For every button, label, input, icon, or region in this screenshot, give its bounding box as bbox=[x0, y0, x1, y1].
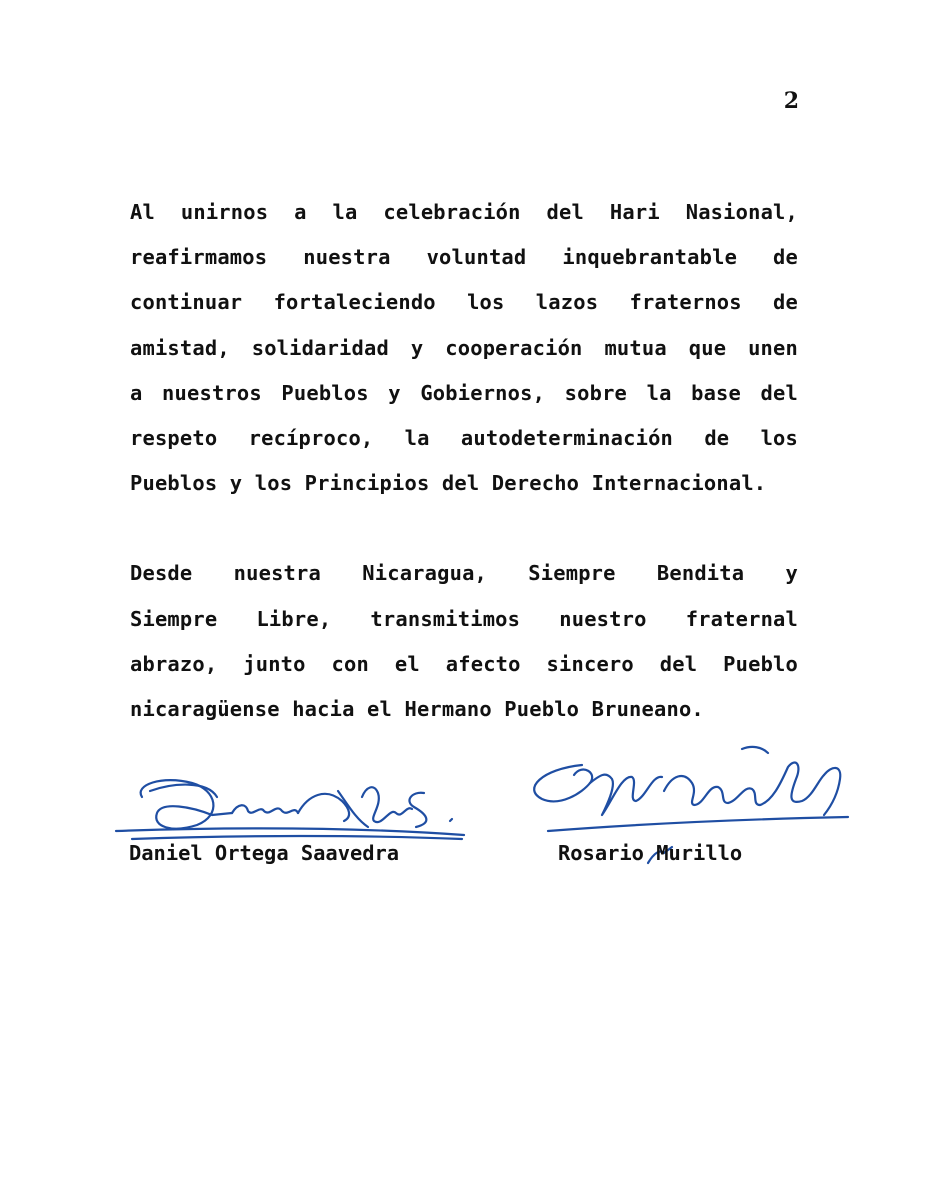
text-line: Siempre Libre, transmitimos nuestro fraternal bbox=[130, 606, 798, 631]
paragraph-greeting bbox=[130, 551, 798, 732]
signer-name-right: Rosario Murillo bbox=[558, 841, 743, 865]
text-line: abrazo, junto con el afecto sincero del Pueblo bbox=[130, 651, 798, 676]
signer-name-left: Daniel Ortega Saavedra bbox=[129, 841, 400, 865]
signature-block bbox=[112, 735, 872, 875]
letter-body bbox=[130, 190, 798, 777]
text-line: respeto recíproco, la autodeterminación de los bbox=[130, 426, 798, 451]
text-line: Al unirnos a la celebración del Hari Nasional, bbox=[130, 200, 798, 224]
text-line: amistad, solidaridad y cooperación mutua que unen bbox=[130, 335, 798, 360]
text-line: a nuestros Pueblos y Gobiernos, sobre la base del bbox=[130, 380, 798, 405]
text-line: Desde nuestra Nicaragua, Siempre Bendita y bbox=[130, 561, 798, 586]
text-line: continuar fortaleciendo los lazos fraternos de bbox=[130, 290, 798, 315]
paragraph-hari-nasional bbox=[130, 190, 798, 506]
handwritten-signature-left bbox=[116, 780, 464, 839]
text-line: nicaragüense hacia el Hermano Pueblo Bruneano. bbox=[130, 697, 704, 722]
text-line: reafirmamos nuestra voluntad inquebrantable de bbox=[130, 245, 798, 270]
page-number: 2 bbox=[783, 88, 799, 114]
text-line: Pueblos y los Principios del Derecho Internacional. bbox=[130, 471, 767, 496]
